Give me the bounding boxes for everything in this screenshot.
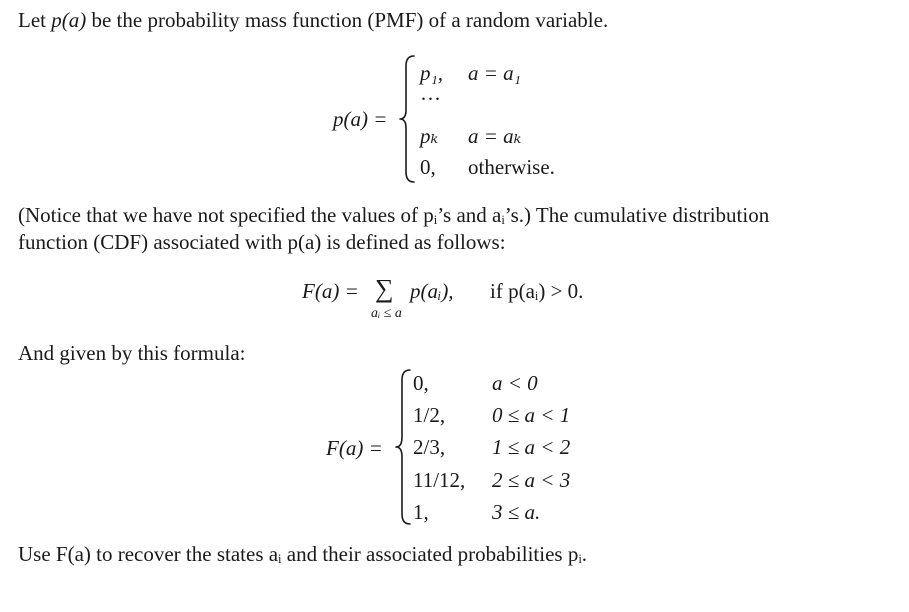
cdf-def-term: p(aᵢ), bbox=[410, 279, 454, 303]
pmf-cond-3: otherwise. bbox=[468, 155, 555, 179]
given-sentence: And given by this formula: bbox=[18, 341, 246, 365]
cdf-cond-3: 2 ≤ a < 3 bbox=[492, 468, 571, 492]
cdf-brace bbox=[394, 368, 414, 526]
cdf-value-4: 1, bbox=[413, 500, 429, 524]
intro-sentence bbox=[18, 7, 608, 33]
notice-line-2: function (CDF) associated with p(a) is defined as follows: bbox=[18, 230, 506, 254]
pmf-cond-2: a = aₖ bbox=[468, 124, 522, 148]
pmf-value-3: 0, bbox=[420, 155, 436, 179]
intro-symbol: p(a) bbox=[51, 8, 87, 32]
pmf-value-0: p₁, bbox=[420, 61, 444, 85]
cdf-cond-1: 0 ≤ a < 1 bbox=[492, 403, 571, 427]
cdf-cond-4: 3 ≤ a. bbox=[492, 500, 541, 524]
notice-line-1: (Notice that we have not specified the values of pᵢ’s and aᵢ’s.) The cumulative distribution bbox=[18, 203, 770, 227]
sum-subscript: aᵢ ≤ a bbox=[371, 306, 402, 321]
intro-after: be the probability mass function (PMF) of a random variable. bbox=[86, 8, 609, 32]
pmf-brace bbox=[398, 54, 418, 184]
intro-before: Let bbox=[18, 8, 52, 32]
pmf-value-2: pₖ bbox=[420, 124, 439, 148]
cdf-value-1: 1/2, bbox=[413, 403, 446, 427]
cdf-def-condition: if p(aᵢ) > 0. bbox=[490, 279, 584, 303]
cdf-def-lhs: F(a) = bbox=[302, 279, 359, 303]
cdf-cond-2: 1 ≤ a < 2 bbox=[492, 435, 571, 459]
pmf-cond-0: a = a₁ bbox=[468, 61, 521, 85]
pmf-lhs: p(a) = bbox=[333, 107, 388, 131]
cdf-value-3: 11/12, bbox=[413, 468, 466, 492]
cdf-value-0: 0, bbox=[413, 371, 429, 395]
cdf-value-2: 2/3, bbox=[413, 435, 446, 459]
cdf-lhs: F(a) = bbox=[326, 436, 383, 460]
cdf-cond-0: a < 0 bbox=[492, 371, 538, 395]
question-sentence: Use F(a) to recover the states aᵢ and their associated probabilities pᵢ. bbox=[18, 542, 588, 566]
sum-symbol: ∑ bbox=[375, 274, 394, 303]
pmf-value-1: ··· bbox=[420, 87, 441, 111]
